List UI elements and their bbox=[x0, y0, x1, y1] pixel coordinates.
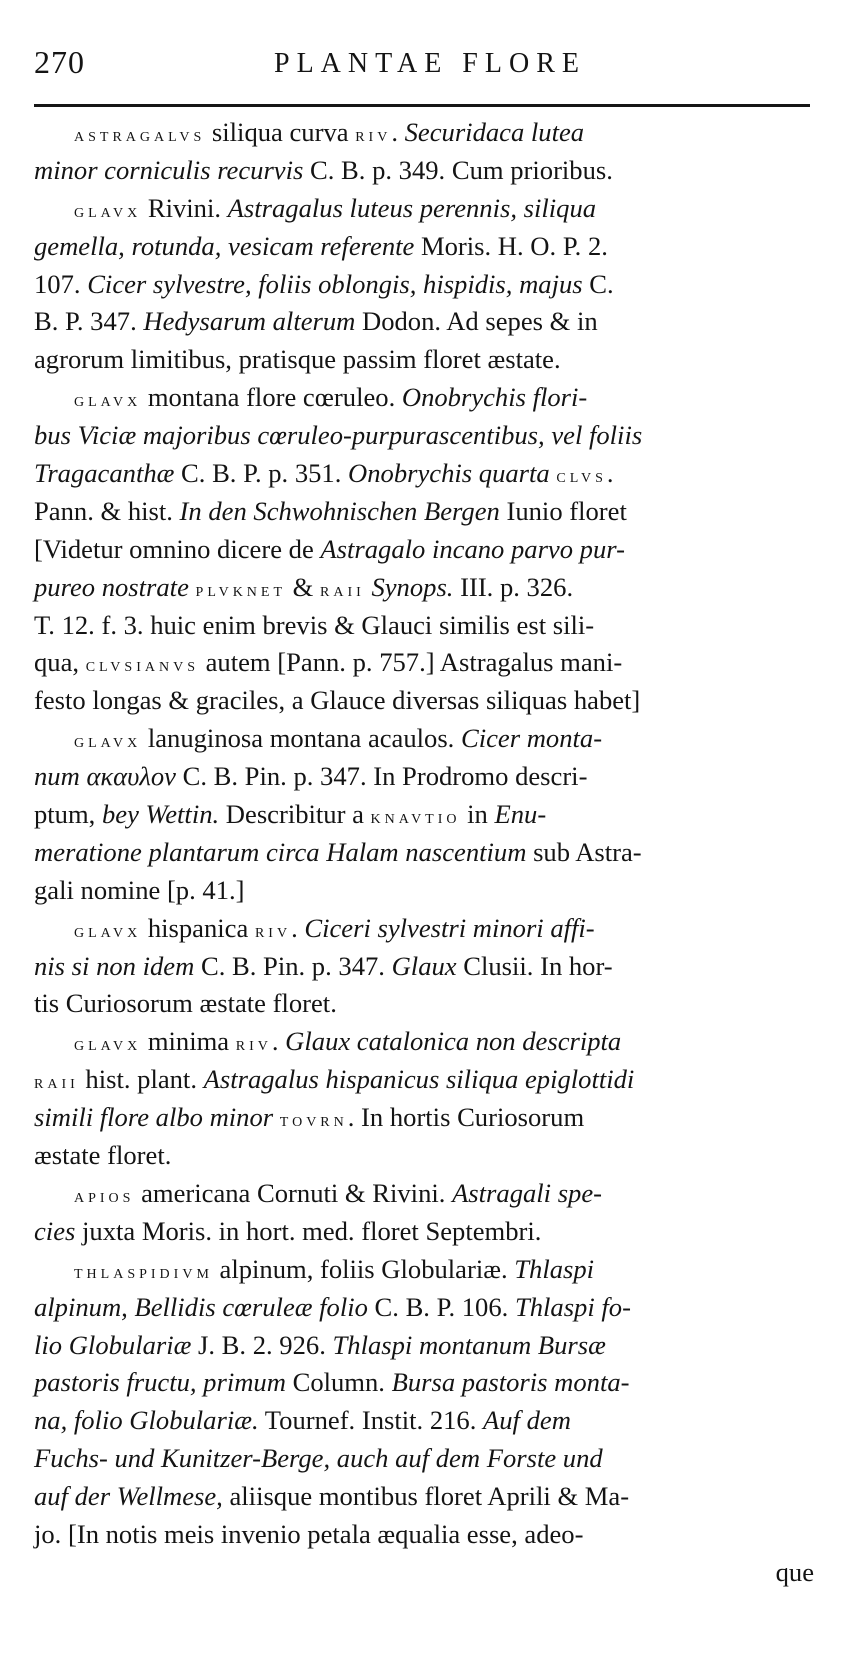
text-run: T. 12. f. 3. huic enim brevis & Glauci similis est sili- bbox=[34, 609, 595, 640]
text-run: siliqua curva bbox=[205, 117, 356, 147]
text-run: III. p. 326. bbox=[453, 571, 574, 602]
small-caps-text: thlaspidivm bbox=[74, 1260, 213, 1283]
italic-text: pastoris fructu, primum bbox=[34, 1367, 286, 1398]
text-run: C. bbox=[582, 268, 614, 299]
text-line bbox=[34, 1251, 814, 1289]
text-run: hispanica bbox=[141, 912, 255, 943]
italic-text: Astragalus luteus perennis, siliqua bbox=[227, 192, 597, 223]
italic-text: Thlaspi bbox=[514, 1253, 595, 1284]
italic-text: meratione plantarum circa Halam nascentium bbox=[34, 836, 527, 867]
text-run: tis Curiosorum æstate floret. bbox=[34, 988, 337, 1019]
small-caps-text: plvknet bbox=[195, 578, 287, 601]
text-line bbox=[34, 228, 814, 266]
text-run: . In hortis Curiosorum bbox=[347, 1102, 585, 1133]
italic-text: Thlaspi fo- bbox=[514, 1291, 631, 1322]
text-run: lanuginosa montana acaulos. bbox=[141, 723, 461, 754]
text-line bbox=[34, 531, 814, 569]
text-line bbox=[34, 417, 814, 455]
text-run: C. B. p. 349. Cum prioribus. bbox=[303, 154, 613, 185]
italic-text: Glaux bbox=[391, 950, 457, 981]
running-head: PLANTAE FLORE bbox=[274, 48, 586, 79]
italic-text: Cicer monta- bbox=[460, 723, 603, 754]
italic-text: na, folio Globulariæ. bbox=[34, 1405, 259, 1436]
italic-text: auf der Wellmese, bbox=[34, 1481, 223, 1512]
text-line bbox=[34, 607, 814, 645]
text-line bbox=[34, 1516, 814, 1554]
text-run: qua, bbox=[34, 647, 86, 678]
italic-text: Synops. bbox=[371, 571, 454, 602]
italic-text: Cicer sylvestre, foliis oblongis, hispidis, majus bbox=[87, 268, 583, 299]
text-run: B. P. 347. bbox=[34, 306, 144, 337]
text-line bbox=[34, 1327, 814, 1365]
text-run: Column. bbox=[285, 1367, 392, 1398]
small-caps-text: glavx bbox=[74, 389, 142, 412]
text-line bbox=[34, 910, 814, 948]
italic-text: Fuchs- und Kunitzer-Berge, auch auf dem Forste und bbox=[34, 1443, 603, 1474]
text-run: juxta Moris. in hort. med. floret Septembri. bbox=[75, 1215, 542, 1246]
text-line bbox=[34, 1023, 814, 1061]
italic-text: cies bbox=[34, 1215, 76, 1246]
text-run: festo longas & graciles, a Glauce diversas siliquas habet] bbox=[34, 685, 641, 716]
text-run: autem [Pann. p. 757.] Astragalus mani- bbox=[198, 647, 623, 678]
text-line bbox=[34, 379, 814, 417]
text-run: Tournef. Instit. 216. bbox=[258, 1405, 484, 1436]
header-rule bbox=[34, 104, 810, 107]
text-line bbox=[34, 266, 814, 304]
text-run bbox=[273, 1102, 280, 1132]
small-caps-text: riv bbox=[355, 124, 392, 146]
italic-text: Thlaspi montanum Bursæ bbox=[332, 1329, 606, 1360]
text-line bbox=[34, 1061, 814, 1099]
text-line bbox=[34, 569, 814, 607]
text-line bbox=[34, 1175, 814, 1213]
text-run: hist. plant. bbox=[78, 1064, 204, 1095]
text-line bbox=[34, 1364, 814, 1402]
small-caps-text: apios bbox=[74, 1184, 135, 1207]
text-run: Iunio floret bbox=[499, 495, 627, 526]
text-run: . bbox=[391, 117, 405, 147]
small-caps-text: glavx bbox=[74, 730, 142, 753]
text-run: . bbox=[291, 912, 305, 943]
italic-text: Ciceri sylvestri minori affi- bbox=[304, 912, 595, 943]
text-line bbox=[34, 758, 814, 796]
italic-text: Securidaca lutea bbox=[404, 117, 585, 147]
text-line bbox=[34, 720, 814, 758]
text-run: . bbox=[606, 458, 614, 489]
small-caps-text: clvs bbox=[556, 465, 607, 488]
text-line bbox=[34, 1440, 814, 1478]
small-caps-text: glavx bbox=[74, 1033, 142, 1056]
text-run: æstate floret. bbox=[34, 1140, 172, 1171]
text-line bbox=[34, 1478, 814, 1516]
italic-text: Astragali spe- bbox=[452, 1177, 603, 1208]
text-run: . bbox=[271, 1026, 286, 1057]
text-line bbox=[34, 1099, 814, 1137]
text-line bbox=[34, 834, 814, 872]
italic-text: nis si non idem bbox=[34, 950, 195, 981]
page-number: 270 bbox=[34, 44, 85, 80]
text-run: aliisque montibus floret Aprili & Ma- bbox=[222, 1481, 630, 1512]
small-caps-text: knavtio bbox=[370, 806, 461, 829]
text-line bbox=[34, 1213, 814, 1251]
italic-text: num ακαυλον bbox=[34, 761, 176, 792]
italic-text: Astragalus hispanicus siliqua epiglottidi bbox=[203, 1064, 635, 1095]
text-run: que bbox=[775, 1556, 814, 1587]
italic-text: Onobrychis flori- bbox=[401, 382, 588, 413]
text-line bbox=[34, 682, 814, 720]
text-line bbox=[34, 796, 814, 834]
italic-text: In den Schwohnischen Bergen bbox=[179, 495, 500, 526]
italic-text: minor corniculis recurvis bbox=[34, 154, 304, 185]
text-run: jo. [In notis meis invenio petala æqualia esse, adeo- bbox=[34, 1518, 584, 1549]
text-run: in bbox=[460, 799, 495, 830]
text-run: alpinum, foliis Globulariæ. bbox=[212, 1253, 515, 1284]
small-caps-text: glavx bbox=[74, 199, 142, 222]
text-run: Rivini. bbox=[141, 192, 228, 223]
text-run: 107. bbox=[34, 268, 88, 299]
italic-text: Bursa pastoris monta- bbox=[391, 1367, 630, 1398]
text-line bbox=[34, 114, 814, 152]
text-run bbox=[189, 572, 196, 602]
italic-text: Onobrychis quarta bbox=[348, 458, 550, 489]
small-caps-text: tovrn bbox=[279, 1109, 348, 1132]
text-run: & bbox=[286, 571, 321, 602]
small-caps-text: clvsianvs bbox=[85, 654, 199, 677]
text-run: C. B. P. p. 351. bbox=[174, 458, 349, 489]
text-run: agrorum limitibus, pratisque passim floret æstate. bbox=[34, 344, 561, 375]
text-run: C. B. Pin. p. 347. bbox=[194, 950, 392, 981]
text-run: ptum, bbox=[34, 799, 102, 830]
small-caps-text: astragalvs bbox=[74, 124, 206, 146]
text-run: Dodon. Ad sepes & in bbox=[355, 306, 598, 337]
text-line bbox=[34, 303, 814, 341]
text-run: [Videtur omnino dicere de bbox=[34, 533, 321, 564]
text-line bbox=[34, 341, 814, 379]
italic-text: alpinum, Bellidis cœruleæ folio bbox=[34, 1291, 368, 1322]
italic-text: pureo nostrate bbox=[34, 571, 189, 602]
text-line bbox=[34, 872, 814, 910]
italic-text: bey Wettin. bbox=[101, 799, 220, 830]
italic-text: Astragalo incano parvo pur- bbox=[320, 533, 625, 564]
text-run: minima bbox=[141, 1026, 236, 1057]
text-run: sub Astra- bbox=[526, 836, 642, 867]
text-line bbox=[34, 190, 814, 228]
text-line bbox=[34, 1402, 814, 1440]
italic-text: gemella, rotunda, vesicam referente bbox=[34, 230, 415, 261]
italic-text: bus Viciæ majoribus cœruleo-purpurascentibus, vel foliis bbox=[34, 420, 643, 451]
italic-text: Hedysarum alterum bbox=[143, 306, 356, 337]
text-run: montana flore cœruleo. bbox=[141, 382, 402, 413]
small-caps-text: raii bbox=[320, 578, 365, 601]
text-run: americana Cornuti & Rivini. bbox=[134, 1177, 453, 1208]
text-run: Describitur a bbox=[219, 799, 371, 830]
italic-text: Glaux catalonica non descripta bbox=[285, 1026, 622, 1057]
text-line bbox=[34, 948, 814, 986]
text-run: Pann. & hist. bbox=[34, 495, 180, 526]
text-line bbox=[34, 985, 814, 1023]
small-caps-text: glavx bbox=[74, 919, 142, 942]
small-caps-text: riv bbox=[235, 1033, 272, 1056]
text-line bbox=[34, 455, 814, 493]
italic-text: Auf dem bbox=[483, 1405, 571, 1436]
text-run: C. B. Pin. p. 347. In Prodromo descri- bbox=[175, 761, 588, 792]
text-line bbox=[34, 493, 814, 531]
italic-text: Tragacanthæ bbox=[34, 458, 175, 489]
text-run: Moris. H. O. P. 2. bbox=[414, 230, 608, 261]
text-run: J. B. 2. 926. bbox=[191, 1329, 333, 1360]
text-run: C. B. P. 106. bbox=[367, 1291, 515, 1322]
small-caps-text: riv bbox=[254, 919, 292, 942]
page-header bbox=[34, 44, 810, 94]
small-caps-text: raii bbox=[34, 1071, 79, 1094]
italic-text: Enu- bbox=[494, 799, 547, 830]
italic-text: lio Globulariæ bbox=[34, 1329, 192, 1360]
text-run: gali nomine [p. 41.] bbox=[34, 874, 245, 905]
body-text bbox=[34, 114, 814, 1592]
text-line bbox=[34, 644, 814, 682]
italic-text: simili flore albo minor bbox=[34, 1102, 274, 1133]
text-line bbox=[34, 1137, 814, 1175]
text-line bbox=[34, 152, 814, 190]
text-line bbox=[34, 1554, 814, 1592]
text-run: Clusii. In hor- bbox=[456, 950, 613, 981]
text-line bbox=[34, 1289, 814, 1327]
